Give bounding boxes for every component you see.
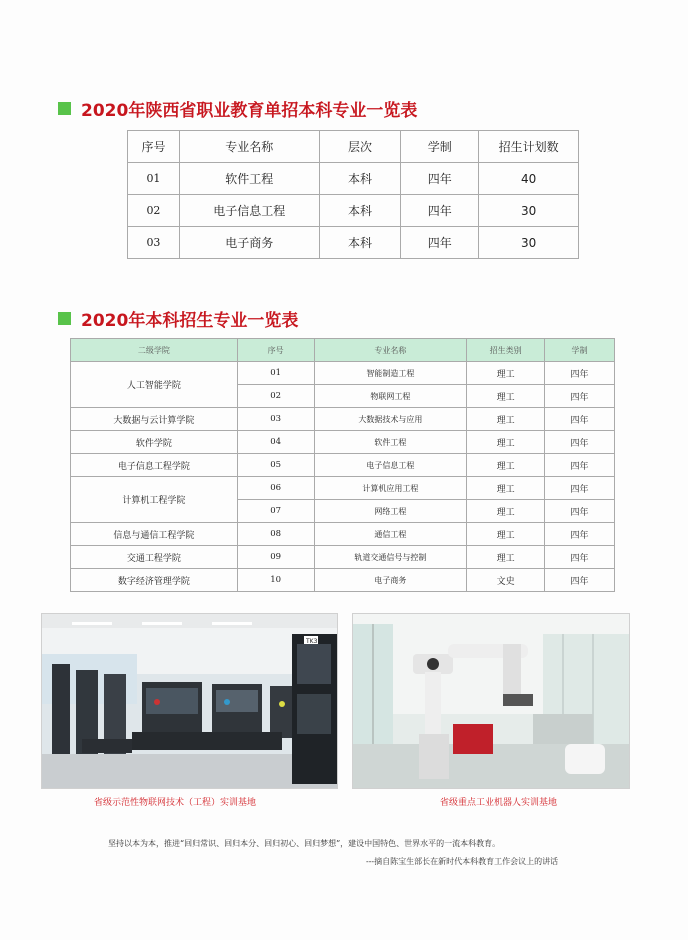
college-name: 大数据与云计算学院 xyxy=(71,408,238,431)
major-name: 轨道交通信号与控制 xyxy=(314,546,467,569)
duration: 四年 xyxy=(545,477,615,500)
section2-heading xyxy=(58,306,298,331)
enrollment-plan: 30 xyxy=(479,195,579,227)
major-name: 电子信息工程 xyxy=(314,454,467,477)
college-name: 人工智能学院 xyxy=(71,362,238,408)
undergraduate-majors-table xyxy=(70,338,615,592)
row-number: 02 xyxy=(128,195,180,227)
vocational-majors-table xyxy=(127,130,579,259)
row-number: 06 xyxy=(237,477,314,500)
row-number: 07 xyxy=(237,500,314,523)
section2-title: 2020年本科招生专业一览表 xyxy=(81,311,299,331)
major-name: 大数据技术与应用 xyxy=(314,408,467,431)
duration: 四年 xyxy=(545,569,615,592)
duration: 四年 xyxy=(545,500,615,523)
section1-title: 2020年陕西省职业教育单招本科专业一览表 xyxy=(81,101,418,121)
square-bullet-icon xyxy=(58,102,71,115)
enrollment-plan: 30 xyxy=(479,227,579,259)
header-cell: 学制 xyxy=(401,131,479,163)
enrollment-plan: 40 xyxy=(479,163,579,195)
duration: 四年 xyxy=(545,546,615,569)
row-number: 03 xyxy=(237,408,314,431)
row-number: 02 xyxy=(237,385,314,408)
header-cell: 序号 xyxy=(237,339,314,362)
college-name: 电子信息工程学院 xyxy=(71,454,238,477)
row-number: 04 xyxy=(237,431,314,454)
photo2-caption: 省级重点工业机器人实训基地 xyxy=(440,798,558,808)
major-name: 计算机应用工程 xyxy=(314,477,467,500)
table-row xyxy=(71,546,615,569)
duration: 四年 xyxy=(545,454,615,477)
table-row xyxy=(71,523,615,546)
duration: 四年 xyxy=(545,385,615,408)
category: 理工 xyxy=(467,362,545,385)
level: 本科 xyxy=(319,163,401,195)
header-cell: 招生类别 xyxy=(467,339,545,362)
duration: 四年 xyxy=(545,362,615,385)
iot-lab-illustration xyxy=(42,614,337,788)
duration: 四年 xyxy=(401,163,479,195)
major-name: 电子商务 xyxy=(179,227,319,259)
row-number: 01 xyxy=(237,362,314,385)
square-bullet-icon xyxy=(58,312,71,325)
header-cell: 招生计划数 xyxy=(479,131,579,163)
table-row xyxy=(71,569,615,592)
level: 本科 xyxy=(319,227,401,259)
header-cell: 专业名称 xyxy=(179,131,319,163)
row-number: 09 xyxy=(237,546,314,569)
college-name: 计算机工程学院 xyxy=(71,477,238,523)
table-header-row xyxy=(71,339,615,362)
table-row xyxy=(128,195,579,227)
college-name: 信息与通信工程学院 xyxy=(71,523,238,546)
row-number: 01 xyxy=(128,163,180,195)
category: 理工 xyxy=(467,546,545,569)
lab-sign-text: TK3 xyxy=(306,638,318,645)
category: 理工 xyxy=(467,477,545,500)
header-cell: 学制 xyxy=(545,339,615,362)
robot-lab-photo xyxy=(352,613,630,789)
row-number: 08 xyxy=(237,523,314,546)
table-row xyxy=(128,163,579,195)
row-number: 03 xyxy=(128,227,180,259)
photo1-caption: 省级示范性物联网技术（工程）实训基地 xyxy=(94,798,257,808)
category: 理工 xyxy=(467,408,545,431)
major-name: 软件工程 xyxy=(179,163,319,195)
duration: 四年 xyxy=(401,227,479,259)
category: 理工 xyxy=(467,454,545,477)
header-cell: 序号 xyxy=(128,131,180,163)
duration: 四年 xyxy=(401,195,479,227)
major-name: 智能制造工程 xyxy=(314,362,467,385)
table-row xyxy=(71,431,615,454)
table-row xyxy=(128,227,579,259)
duration: 四年 xyxy=(545,523,615,546)
level: 本科 xyxy=(319,195,401,227)
major-name: 软件工程 xyxy=(314,431,467,454)
header-cell: 专业名称 xyxy=(314,339,467,362)
table-header-row xyxy=(128,131,579,163)
footer-source: ---摘自陈宝生部长在新时代本科教育工作会议上的讲话 xyxy=(366,857,559,866)
table-row xyxy=(71,454,615,477)
header-cell: 层次 xyxy=(319,131,401,163)
category: 理工 xyxy=(467,523,545,546)
section1-heading xyxy=(58,96,417,121)
college-name: 数字经济管理学院 xyxy=(71,569,238,592)
major-name: 通信工程 xyxy=(314,523,467,546)
table-row xyxy=(71,477,615,500)
category: 理工 xyxy=(467,385,545,408)
college-name: 交通工程学院 xyxy=(71,546,238,569)
major-name: 网络工程 xyxy=(314,500,467,523)
iot-lab-photo xyxy=(41,613,338,789)
footer-quote: 坚持以本为本，推进“回归常识、回归本分、回归初心、回归梦想”，建设中国特色、世界水平的一流本科教育。 xyxy=(108,839,501,848)
college-name: 软件学院 xyxy=(71,431,238,454)
row-number: 05 xyxy=(237,454,314,477)
category: 文史 xyxy=(467,569,545,592)
category: 理工 xyxy=(467,431,545,454)
table-row xyxy=(71,362,615,385)
major-name: 物联网工程 xyxy=(314,385,467,408)
major-name: 电子商务 xyxy=(314,569,467,592)
row-number: 10 xyxy=(237,569,314,592)
header-cell: 二级学院 xyxy=(71,339,238,362)
category: 理工 xyxy=(467,500,545,523)
table-row xyxy=(71,408,615,431)
robot-lab-illustration xyxy=(353,614,629,788)
major-name: 电子信息工程 xyxy=(179,195,319,227)
duration: 四年 xyxy=(545,431,615,454)
duration: 四年 xyxy=(545,408,615,431)
